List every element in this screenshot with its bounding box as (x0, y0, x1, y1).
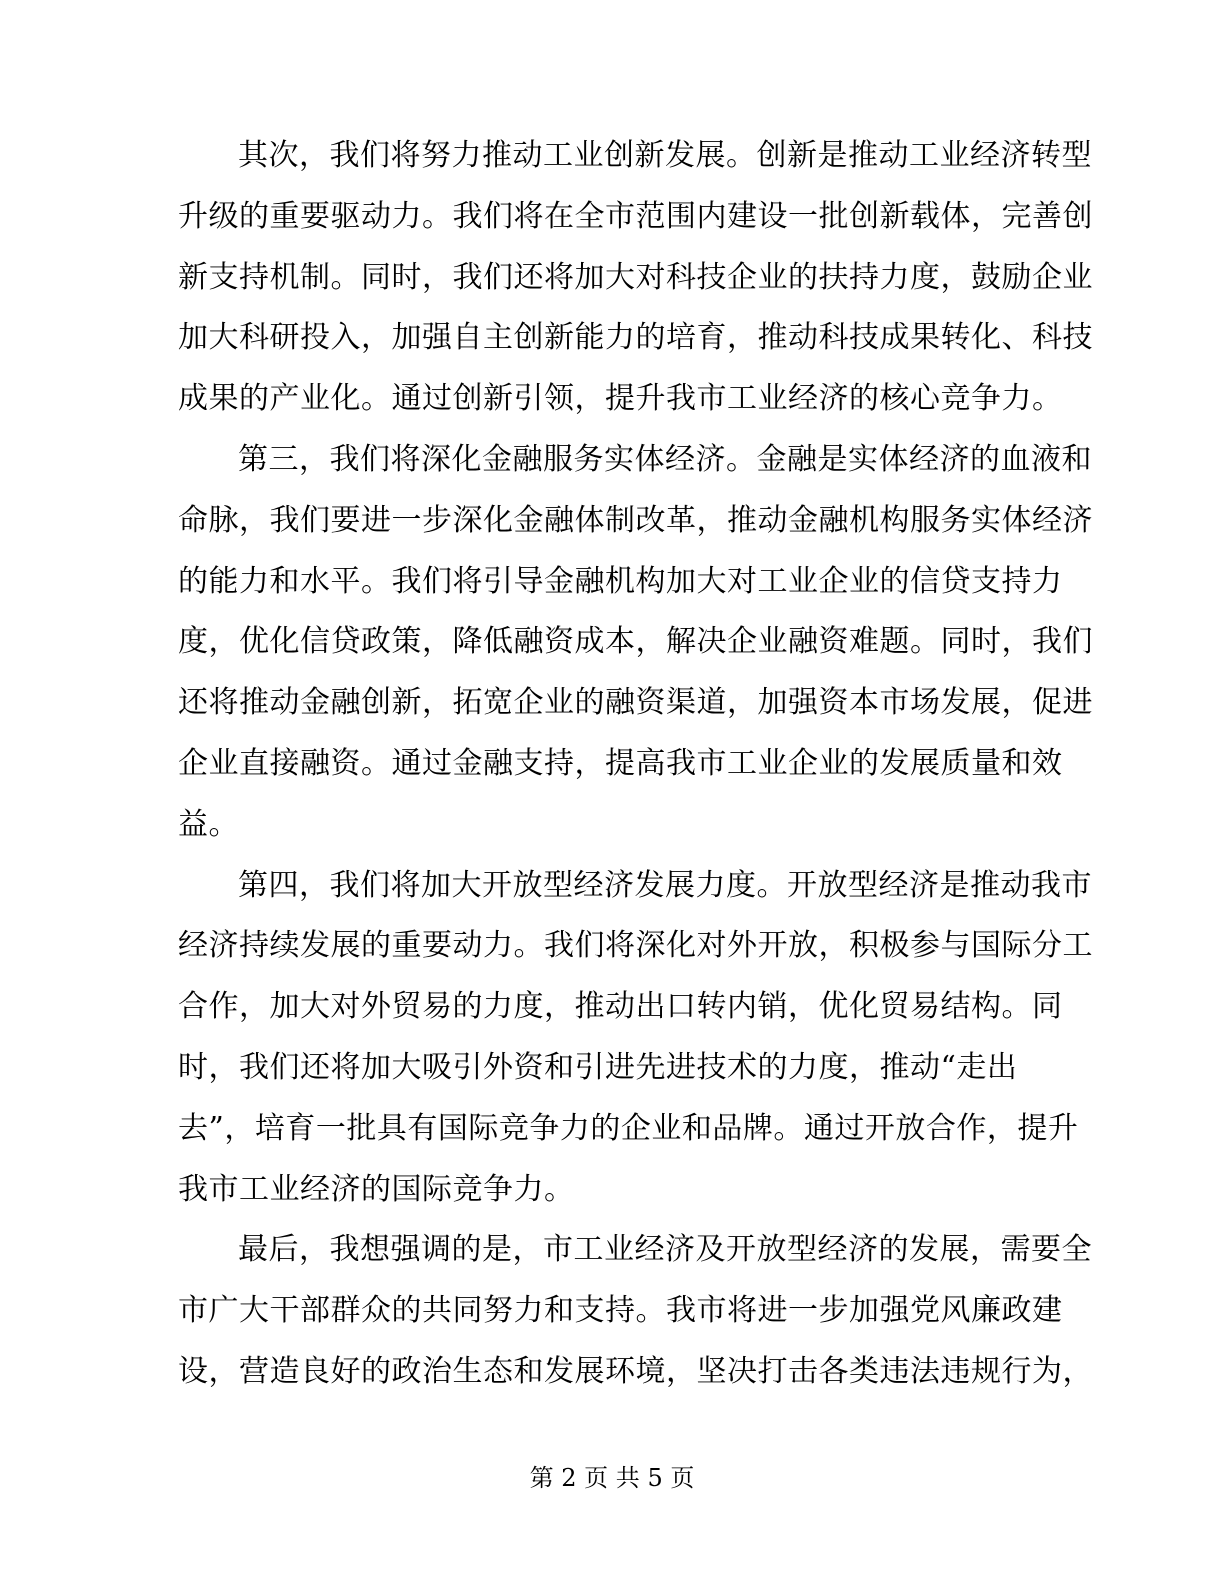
text-line: 第四，我们将加大开放型经济发展力度。开放型经济是推动我市 (238, 867, 1092, 903)
text-line: 设，营造良好的政治生态和发展环境，坚决打击各类违法违规行为， (178, 1353, 1093, 1389)
text-line: 最后，我想强调的是，市工业经济及开放型经济的发展，需要全 (238, 1232, 1092, 1268)
text-line: 益。 (178, 806, 239, 842)
text-line: 市广大干部群众的共同努力和支持。我市将进一步加强党风廉政建 (178, 1293, 1063, 1329)
text-line: 升级的重要驱动力。我们将在全市范围内建设一批创新载体，完善创 (178, 198, 1093, 234)
text-line: 第三，我们将深化金融服务实体经济。金融是实体经济的血液和 (238, 441, 1092, 477)
text-line: 企业直接融资。通过金融支持，提高我市工业企业的发展质量和效 (178, 745, 1063, 781)
text-line: 成果的产业化。通过创新引领，提升我市工业经济的核心竞争力。 (178, 381, 1063, 417)
text-line: 加大科研投入，加强自主创新能力的培育，推动科技成果转化、科技 (178, 320, 1093, 356)
text-line: 其次，我们将努力推动工业创新发展。创新是推动工业经济转型 (238, 138, 1092, 173)
text-line: 命脉，我们要进一步深化金融体制改革，推动金融机构服务实体经济 (178, 502, 1093, 538)
document-body (178, 126, 1093, 1403)
text-line: 新支持机制。同时，我们还将加大对科技企业的扶持力度，鼓励企业 (178, 259, 1093, 295)
page-number-footer: 第 2 页 共 5 页 (529, 1464, 695, 1492)
text-line: 合作，加大对外贸易的力度，推动出口转内销，优化贸易结构。同 (178, 989, 1063, 1025)
text-line: 的能力和水平。我们将引导金融机构加大对工业企业的信贷支持力 (178, 563, 1063, 599)
text-line: 经济持续发展的重要动力。我们将深化对外开放，积极参与国际分工 (178, 928, 1093, 964)
text-line: 去”，培育一批具有国际竞争力的企业和品牌。通过开放合作，提升 (178, 1110, 1079, 1146)
text-line: 度，优化信贷政策，降低融资成本，解决企业融资难题。同时，我们 (178, 624, 1093, 660)
text-line: 还将推动金融创新，拓宽企业的融资渠道，加强资本市场发展，促进 (178, 685, 1093, 721)
text-line: 时，我们还将加大吸引外资和引进先进技术的力度，推动“走出 (178, 1049, 1018, 1085)
text-line: 我市工业经济的国际竞争力。 (178, 1171, 575, 1207)
